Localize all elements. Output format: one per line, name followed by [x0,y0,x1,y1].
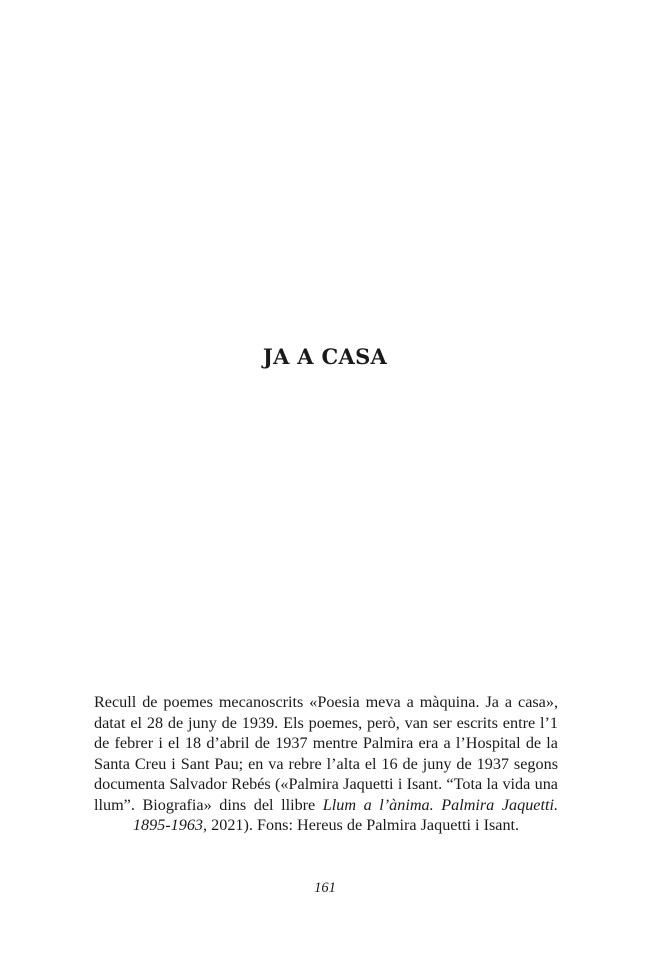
section-title: JA A CASA [262,344,388,369]
book-title: Llum a l’ànima. Palmira Jaquetti. 1895-1963 [132,795,559,834]
page-number: 161 [314,880,336,896]
source-note-text: Recull de poemes mecanoscrits «Poesia meva a màquina. Ja a casa», datat el 28 de juny de 1939. Els poemes, però, van ser escrits entre l’1 de febrer i el 18 d’abril de 1937 mentre Palmira era a l’Hospital de la Santa Creu i Sant Pau; en va rebre l’alta el 16 de juny de 1937 segons documenta Salvador Rebés («Palmira Jaquetti i Isant. “Tota la vida una llum”. Biografia» dins del llibre [94,693,558,814]
source-note [94,692,558,836]
source-note-tail: , 2021). Fons: Hereus de Palmira Jaquetti i Isant. [203,816,520,834]
